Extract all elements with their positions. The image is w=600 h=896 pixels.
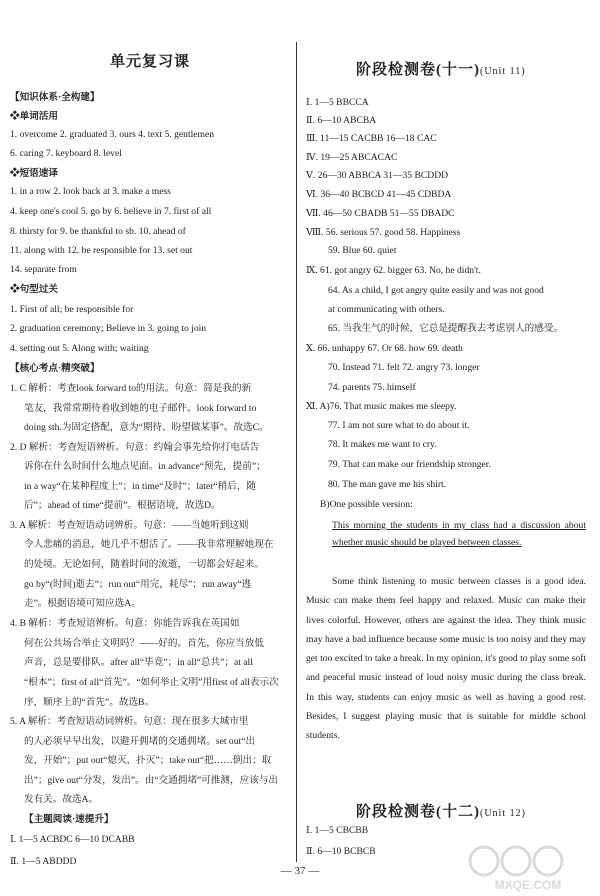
left-line: 3. A 解析：考查短语动词辨析。句意：——当她听到这则	[10, 520, 249, 531]
left-line: 5. A 解析：考查短语动词辨析。句意：现在很多大城市里	[10, 716, 249, 727]
right-line: Ⅸ. 61. got angry 62. bigger 63. No, he didn't.	[306, 265, 481, 276]
left-line: 1. First of all; be responsible for	[10, 304, 134, 315]
left-line: 4. B 解析：考查短语辨析。句意：你能告诉我在英国如	[10, 618, 240, 629]
left-line: ❖短语速译	[10, 168, 58, 179]
test-11-title	[356, 58, 526, 79]
essay-body: Some think listening to music between classes is a good idea. Music can make them feel happy and relaxed. Music can make their lives colorful. However, others are against the idea. They think music may have a bad influence because some music is too noisy and they may get too excited to take a break. In my opinion, it's good to play some soft and peaceful music instead of loud noisy music during the class break. In this way, students can enjoy music as well as having a good rest. Besides, I suggest playing music that is suitable for middle school students.	[306, 576, 586, 742]
left-line: 的处境。无论如何，随着时间的流逝，一切都会好起来。	[24, 559, 264, 570]
right-line: Ⅺ. A)76. That music makes me sleepy.	[306, 401, 457, 412]
right-line: Ⅴ. 26—30 ABBCA 31—35 BCDDD	[306, 170, 449, 181]
test-12-title	[356, 800, 526, 821]
left-line: 2. graduation ceremony; Believe in 3. going to join	[10, 323, 207, 334]
test-12-title-text: 阶段检测卷(十二)	[356, 804, 480, 820]
test-12-unit: (Unit 12)	[480, 808, 526, 819]
test-11-title-text: 阶段检测卷(十一)	[356, 62, 480, 78]
left-line: ❖句型过关	[10, 284, 58, 295]
left-line: 2. D 解析：考查短语辨析。句意：约翰会事先给你打电话告	[10, 442, 260, 453]
right-line: 80. The man gave me his shirt.	[328, 479, 447, 490]
left-line: 1. C 解析：考查look forward to的用法。句意：简是我的新	[10, 383, 252, 394]
left-line: 4. keep one's cool 5. go by 6. believe in 7. first of all	[10, 206, 212, 217]
left-line: in a way“在某种程度上”；in time“及时”；later“稍后，随	[24, 481, 257, 492]
left-line: 声音，总是要排队。after all“毕竟”；in all“总共”；at all	[24, 657, 253, 668]
left-line: 的人必须早早出发，以避开拥堵的交通拥堵。set out“出	[24, 736, 256, 747]
left-line: 令人悲痛的消息，她几乎不想活了。——我非常理解她现在	[24, 539, 274, 550]
left-line: 出”；give out“分发，发出”。由“交通拥堵”可推测，应该与出	[24, 775, 278, 786]
right-line: 78. It makes me want to cry.	[328, 439, 437, 450]
left-line: Ⅰ. 1—5 ACBDC 6—10 DCABB	[10, 834, 135, 845]
test-11-unit: (Unit 11)	[480, 66, 526, 77]
essay-underlined: This morning the students in my class had a discussion about whether music should be played between classes.	[332, 520, 586, 548]
right-line: 64. As a child, I got angry quite easily and was not good	[328, 285, 544, 296]
left-title: 单元复习课	[110, 54, 191, 70]
right-line: Ⅲ. 11—15 CACBB 16—18 CAC	[306, 133, 437, 144]
right-line: Ⅰ. 1—5 CBCBB	[306, 825, 369, 836]
right-line: Ⅶ. 46—50 CBADB 51—55 DBADC	[306, 208, 455, 219]
watermark-logo	[464, 843, 592, 893]
left-line: 【知识体系·全构建】	[10, 92, 100, 103]
left-line: 1. overcome 2. graduated 3. ours 4. text 5. gentlemen	[10, 129, 215, 140]
right-line: Ⅷ. 56. serious 57. good 58. Happiness	[306, 227, 461, 238]
left-line: go by“(时间)逝去”；run out“用完，耗尽”；run away“逃	[24, 579, 252, 590]
right-line: Ⅵ. 36—40 BCBCD 41—45 CDBDA	[306, 189, 452, 200]
left-line: 后”；ahead of time“提前”。根据语境，故选D。	[24, 500, 221, 511]
right-line: 70. Instead 71. felt 72. angry 73. longer	[328, 362, 480, 373]
right-line: Ⅹ. 66. unhappy 67. Or 68. how 69. death	[306, 343, 463, 354]
left-line: 何在公共场合举止文明吗？——好的。首先，你应当放低	[24, 638, 264, 649]
left-line: 【核心考点·精突破】	[10, 363, 100, 374]
right-line: B)One possible version:	[320, 499, 413, 510]
left-line: 走”。根据语境可知应选A。	[24, 598, 141, 609]
left-line: 8. thirsty for 9. be thankful to sb. 10. ahead of	[10, 226, 186, 237]
left-line: doing sth.为固定搭配，意为“期待、盼望做某事”。故选C。	[24, 422, 269, 433]
page-number: — 37 —	[280, 865, 320, 877]
left-line: 发，开始”；put out“熄灭，扑灭”；take out“把……倒出；取	[24, 755, 272, 766]
left-line: 4. setting out 5. Along with; waiting	[10, 343, 149, 354]
right-line: 79. That can make our friendship stronger.	[328, 459, 491, 470]
right-line: 77. I am not sure what to do about it.	[328, 420, 470, 431]
left-line: 6. caring 7. keyboard 8. level	[10, 148, 122, 159]
left-line: 笔友，我常常期待着收到她的电子邮件。look forward to	[24, 403, 257, 414]
left-line: 【主题阅读·速提升】	[24, 814, 114, 825]
right-line: 59. Blue 60. quiet	[328, 245, 397, 256]
right-line: at communicating with others.	[328, 304, 445, 315]
right-line: Ⅱ. 6—10 ABCBA	[306, 115, 377, 126]
left-line: Ⅱ. 1—5 ABDDD	[10, 856, 77, 867]
svg-text:MXQE.COM: MXQE.COM	[494, 878, 562, 892]
column-divider	[296, 42, 297, 862]
left-line: 发有关。故选A。	[24, 794, 99, 805]
left-line: 诉你在什么时间什么地点见面。in advance“预先，提前”；	[24, 461, 266, 472]
left-line: 序，顺序上的“首先”。故选B。	[24, 697, 155, 708]
right-line: Ⅳ. 19—25 ABCACAC	[306, 152, 398, 163]
right-line: 65. 当我生气的时候，它总是提醒我去考虑别人的感受。	[328, 323, 564, 334]
left-line: 14. separate from	[10, 264, 77, 275]
left-line: 11. along with 12. be responsible for 13. set out	[10, 245, 193, 256]
right-line: Ⅱ. 6—10 BCBCB	[306, 846, 376, 857]
left-line: “根本”；first of all“首先”。“如何举止文明”用first of all表示次	[24, 677, 279, 688]
left-line: 1. in a row 2. look back at 3. make a mess	[10, 186, 171, 197]
left-line: ❖单词活用	[10, 111, 58, 122]
right-line: 74. parents 75. himself	[328, 382, 416, 393]
right-line: Ⅰ. 1—5 BBCCA	[306, 97, 369, 108]
